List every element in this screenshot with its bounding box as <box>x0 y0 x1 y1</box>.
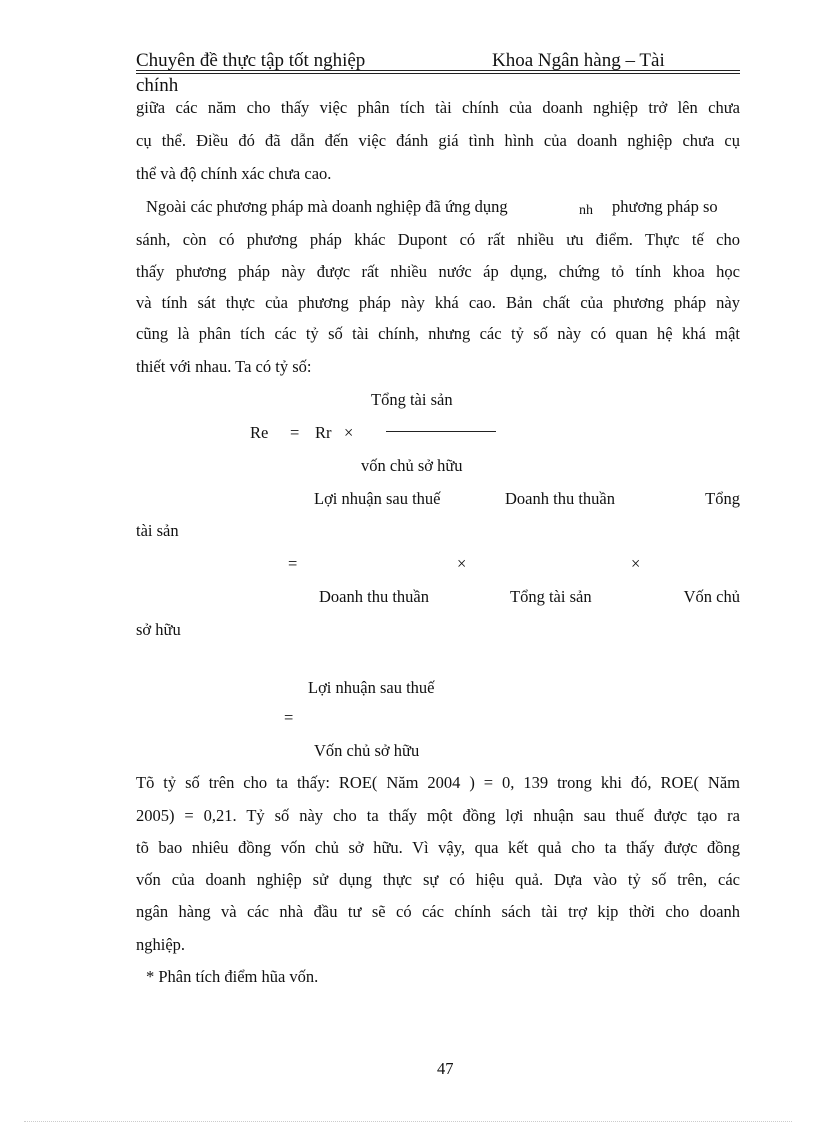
formula2-denominator-3: Vốn chủ <box>683 587 740 606</box>
formula2-numerator-2: Doanh thu thuần <box>505 489 615 508</box>
paragraph-line: 2005) = 0,21. Tỷ số này cho ta thấy một đồng lợi nhuận sau thuế được tạo ra <box>136 806 740 825</box>
paragraph-line: giữa các năm cho thấy việc phân tích tài chính của doanh nghiệp trở lên chưa <box>136 98 740 117</box>
paragraph-line: Tõ tỷ số trên cho ta thấy: ROE( Năm 2004 ) = 0, 139 trong khi đó, ROE( Năm <box>136 773 740 792</box>
paragraph-line: Ngoài các phương pháp mà doanh nghiệp đã ứng dụng <box>146 197 508 216</box>
formula1-numerator: Tổng tài sản <box>371 390 453 409</box>
paragraph-subscript: nh <box>579 203 593 218</box>
paragraph-line: sánh, còn có phương pháp khác Dupont có rất nhiều ưu điểm. Thực tế cho <box>136 230 740 249</box>
paragraph-line: ngân hàng và các nhà đầu tư sẽ có các chính sách tài trợ kịp thời cho doanh <box>136 902 740 921</box>
formula1-equals: = <box>290 423 300 442</box>
formula2-numerator-3: Tổng <box>705 489 740 508</box>
header-underline <box>136 70 740 71</box>
formula1-denominator: vốn chủ sở hữu <box>361 456 463 475</box>
formula2-times-1: × <box>457 554 467 573</box>
header-left-title: Chuyên đề thực tập tốt nghiệp <box>136 50 366 71</box>
formula1-lhs: Re <box>250 423 269 442</box>
header-wrap-text: chính <box>136 75 179 96</box>
paragraph-line: tõ bao nhiêu đồng vốn chủ sở hữu. Vì vậy, qua kết quả cho ta thấy được đồng <box>136 838 740 857</box>
formula2-equals: = <box>288 554 298 573</box>
paragraph-line: thấy phương pháp này được rất nhiều nước áp dụng, chứng tỏ tính khoa học <box>136 262 740 281</box>
formula2-times-2: × <box>631 554 641 573</box>
paragraph-line: cụ thể. Điều đó đã dẫn đến việc đánh giá tình hình của doanh nghiệp chưa cụ <box>136 131 740 150</box>
formula1-fraction-bar <box>386 431 496 432</box>
paragraph-line: cũng là phân tích các tỷ số tài chính, nhưng các tỷ số này có quan hệ khá mật <box>136 324 740 343</box>
formula3-numerator: Lợi nhuận sau thuế <box>308 678 435 697</box>
page-number: 47 <box>437 1059 454 1078</box>
header-right-title: Khoa Ngân hàng – Tài <box>492 50 665 71</box>
formula3-denominator: Vốn chủ sở hữu <box>314 741 420 760</box>
paragraph-line: thể và độ chính xác chưa cao. <box>136 164 332 183</box>
formula1-times: × <box>344 423 354 442</box>
paragraph-line: phương pháp so <box>612 197 718 216</box>
formula2-numerator-1: Lợi nhuận sau thuế <box>314 489 441 508</box>
header-underline-double <box>136 73 740 74</box>
paragraph-line: nghiệp. <box>136 935 186 954</box>
section-heading: * Phân tích điểm hũa vốn. <box>146 967 319 986</box>
formula2-numerator-3-wrap: tài sản <box>136 521 179 540</box>
paragraph-line: vốn của doanh nghiệp sử dụng thực sự có hiệu quả. Dựa vào tỷ số trên, các <box>136 870 740 889</box>
formula2-denominator-3-wrap: sở hữu <box>136 620 181 639</box>
formula1-rr: Rr <box>315 423 332 442</box>
formula3-equals: = <box>284 708 294 727</box>
formula2-denominator-2: Tổng tài sản <box>510 587 592 606</box>
paragraph-line: và tính sát thực của phương pháp này khá cao. Bản chất của phương pháp này <box>136 293 740 312</box>
page-bottom-border <box>24 1121 792 1122</box>
paragraph-line: thiết với nhau. Ta có tỷ số: <box>136 357 312 376</box>
formula2-denominator-1: Doanh thu thuần <box>319 587 429 606</box>
